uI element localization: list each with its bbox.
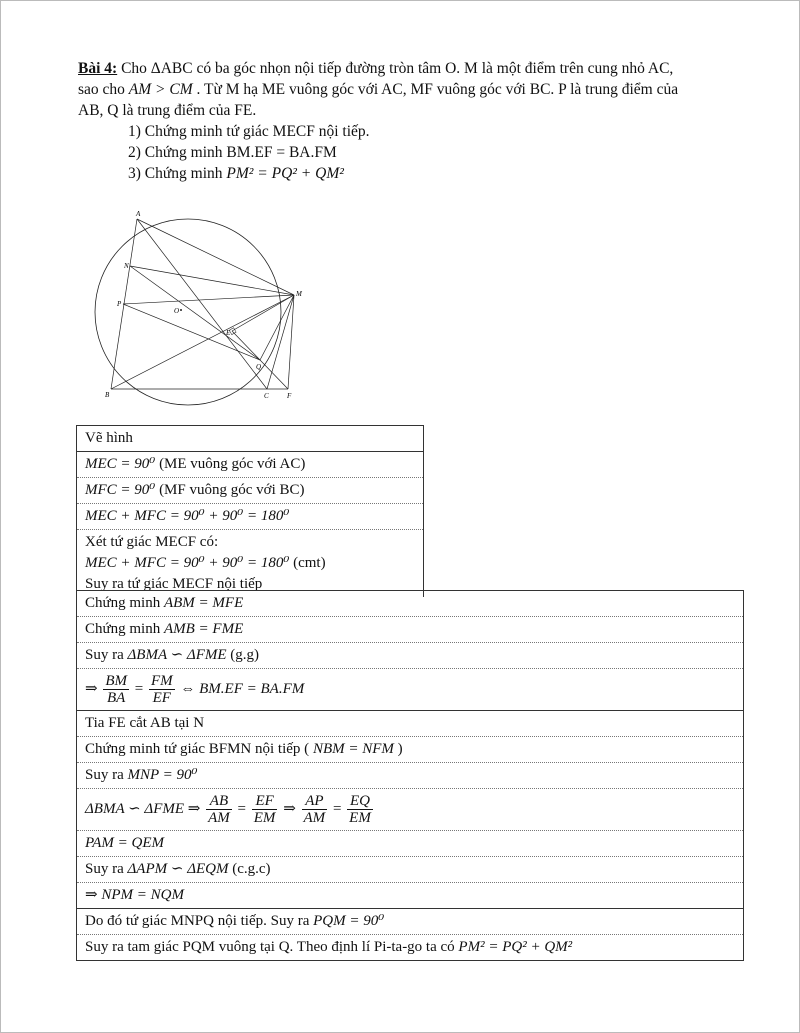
fraction-eq-em: $\frac{EQ}{EM}$ <box>349 793 371 826</box>
p2-row-3: Suy ra ΔBMA ∽ ΔFME (g.g) <box>77 643 743 669</box>
p2-row-4: ⇒ $\frac{BM}{BA}$ = $\frac{FM}{EF}$ ⇔ BM.EF = BA.FM <box>77 669 743 711</box>
label-p: P <box>117 300 122 308</box>
p1-row-1: MEC = 90⁰ (ME vuông góc với AC) <box>77 452 423 478</box>
p3-row-1: Tia FE cắt AB tại N <box>77 711 743 737</box>
p3-row-4: ΔBMA ∽ ΔFME ⇒ $\frac{AB}{AM}$ = $\frac{EF}{EM}$ ⇒ $\frac{AP}{AM}$ = $\frac{EQ}{EM}$ <box>77 789 743 831</box>
p3-row-2: Chứng minh tứ giác BFMN nội tiếp ( NBM = NFM ) <box>77 737 743 763</box>
label-f: F <box>287 392 292 400</box>
p1-row-2: MFC = 90⁰ (MF vuông góc với BC) <box>77 478 423 504</box>
p3-row-5: PAM = QEM <box>77 831 743 857</box>
question-1: 1) Chứng minh tứ giác MECF nội tiếp. <box>128 123 370 140</box>
label-n: N <box>124 262 129 270</box>
question-3: 3) Chứng minh PM² = PQ² + QM² <box>128 165 344 182</box>
p2-row-1: Chứng minh ABM = MFE <box>77 591 743 617</box>
p3-row-6: Suy ra ΔAPM ∽ ΔEQM (c.g.c) <box>77 857 743 883</box>
solution-part-1 <box>76 425 424 597</box>
solution-part-2-3 <box>76 590 744 961</box>
label-b: B <box>105 391 110 399</box>
label-m: M <box>296 290 302 298</box>
p1-row-4: Xét tứ giác MECF có: MEC + MFC = 90⁰ + 90⁰ = 180⁰ (cmt) Suy ra tứ giác MECF nội tiếp <box>85 534 326 592</box>
fraction-fm-ef: $\frac{FM}{EF}$ <box>150 673 173 706</box>
fraction-ef-em: $\frac{EF}{EM}$ <box>253 793 276 826</box>
label-c: C <box>264 392 269 400</box>
p1-row-0: Vẽ hình <box>77 426 423 452</box>
p3-row-8: Do đó tứ giác MNPQ nội tiếp. Suy ra PQM = 90⁰ <box>77 909 743 935</box>
label-e: E <box>226 329 231 337</box>
fraction-ab-am: $\frac{AB}{AM}$ <box>208 793 230 826</box>
problem-title: Bài 4: <box>78 60 118 77</box>
label-a: A <box>136 210 141 218</box>
problem-statement <box>78 58 738 184</box>
label-q: Q <box>256 363 262 371</box>
right-angle-e <box>229 328 236 335</box>
problem-line-1: Bài 4: Cho ΔABC có ba góc nhọn nội tiếp đường tròn tâm O. M là một điểm trên cung nhỏ AC, <box>78 60 674 77</box>
question-2: 2) Chứng minh BM.EF = BA.FM <box>128 144 337 161</box>
problem-line-3: AB, Q là trung điểm của FE. <box>78 102 257 119</box>
label-o: O <box>174 307 180 315</box>
p1-row-3: MEC + MFC = 90⁰ + 90⁰ = 180⁰ <box>77 504 423 530</box>
geometry-figure <box>78 208 328 408</box>
p3-row-3: Suy ra MNP = 90⁰ <box>77 763 743 789</box>
center-dot <box>180 309 182 311</box>
question-list <box>128 121 738 184</box>
p3-row-9: Suy ra tam giác PQM vuông tại Q. Theo định lí Pi-ta-go ta có PM² = PQ² + QM² <box>85 939 573 955</box>
figure-lines <box>111 219 294 389</box>
p3-row-7: ⇒ NPM = NQM <box>77 883 743 909</box>
fraction-ap-am: $\frac{AP}{AM}$ <box>303 793 326 826</box>
p2-row-2: Chứng minh AMB = FME <box>77 617 743 643</box>
problem-line-2: sao cho AM > CM . Từ M hạ ME vuông góc với AC, MF vuông góc với BC. P là trung điểm của <box>78 81 679 98</box>
fraction-bm-ba: $\frac{BM}{BA}$ <box>105 673 127 706</box>
